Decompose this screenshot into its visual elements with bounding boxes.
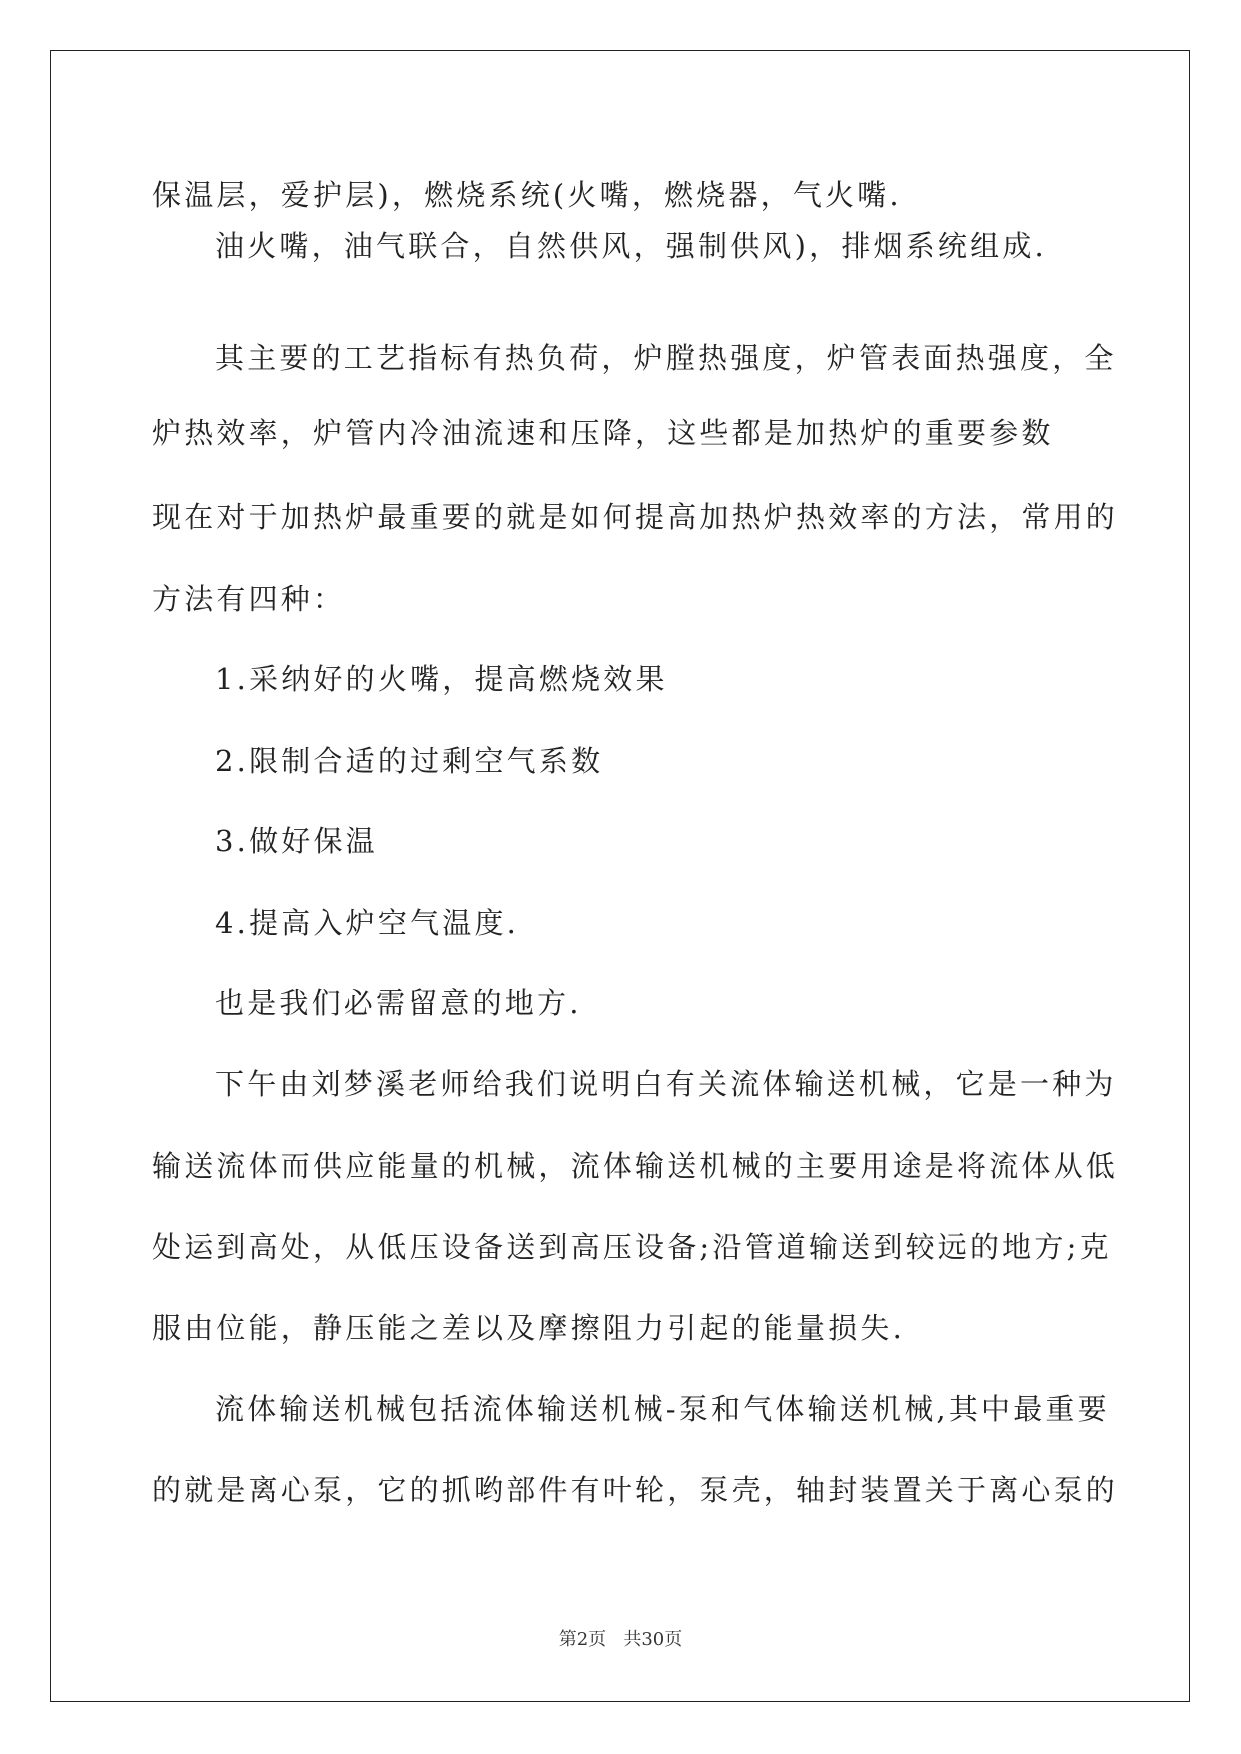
text-line: 也是我们必需留意的地方. [215,986,582,1020]
text-line: 油火嘴，油气联合，自然供风，强制供风)，排烟系统组成. [215,229,1047,263]
page-border [50,50,1190,1702]
text-line: 处运到高处，从低压设备送到高压设备;沿管道输送到较远的地方;克 [152,1230,1112,1264]
text-line: 下午由刘梦溪老师给我们说明白有关流体输送机械，它是一种为 [215,1067,1117,1101]
text-line: 炉热效率，炉管内冷油流速和压降，这些都是加热炉的重要参数 [152,416,1054,450]
text-line: 现在对于加热炉最重要的就是如何提高加热炉热效率的方法，常用的 [152,500,1119,534]
page-footer: 第2页 共30页 [558,1629,683,1650]
text-line: 的就是离心泵，它的抓哟部件有叶轮，泵壳，轴封装置关于离心泵的 [152,1473,1119,1507]
text-line: 方法有四种： [152,582,346,616]
list-item: 1.采纳好的火嘴，提高燃烧效果 [215,662,668,696]
list-item: 2.限制合适的过剩空气系数 [215,744,604,778]
text-line: 保温层，爱护层)，燃烧系统(火嘴，燃烧器，气火嘴. [152,178,902,212]
text-line: 流体输送机械包括流体输送机械-泵和气体输送机械,其中最重要 [215,1392,1110,1426]
text-line: 输送流体而供应能量的机械，流体输送机械的主要用途是将流体从低 [152,1149,1119,1183]
text-line: 服由位能，静压能之差以及摩擦阻力引起的能量损失. [152,1311,906,1345]
text-line: 其主要的工艺指标有热负荷，炉膛热强度，炉管表面热强度，全 [215,341,1117,375]
list-item: 4.提高入炉空气温度. [215,906,520,940]
list-item: 3.做好保温 [215,824,378,858]
